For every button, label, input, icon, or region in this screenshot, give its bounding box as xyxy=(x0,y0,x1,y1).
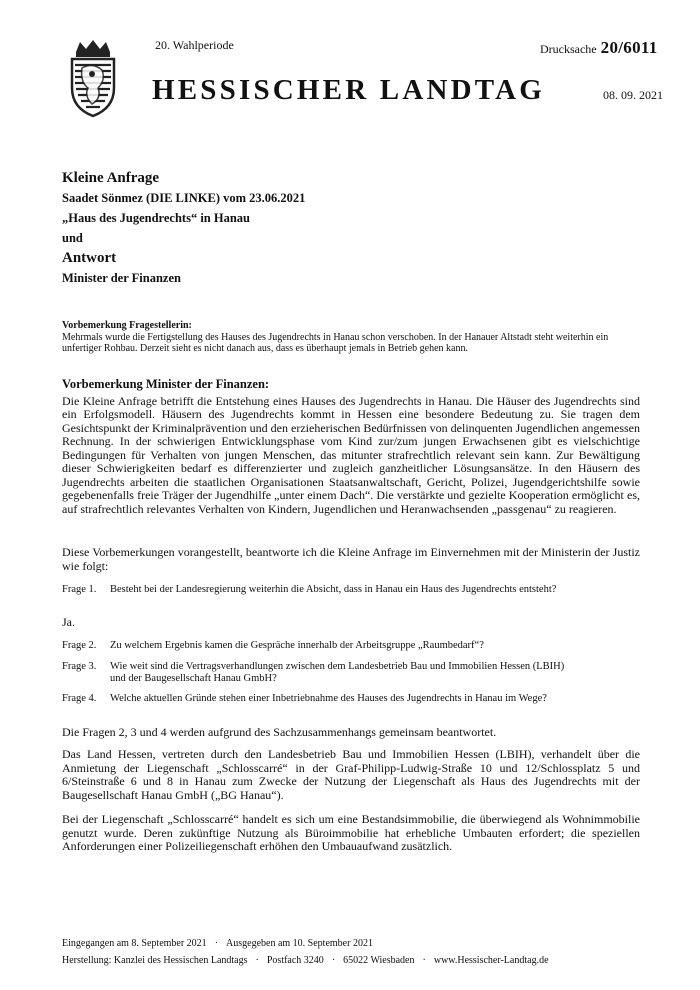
hessen-coat-of-arms-icon xyxy=(62,38,124,118)
footer-eingegangen: Eingegangen am 8. September 2021 xyxy=(62,938,207,949)
frage-4-text: Welche aktuellen Gründe stehen einer Inbetriebnahme des Hauses des Jugendrechts in Hanau im Wege? xyxy=(110,693,547,704)
frage-3-text: Wie weit sind die Vertragsverhandlungen zwischen dem Landesbetrieb Bau und Immobilien Hessen (LBIH) und der Baugesellschaft Hanau GmbH? xyxy=(110,661,565,684)
document-title: HESSISCHER LANDTAG xyxy=(152,74,546,106)
footer-imprint xyxy=(62,955,662,966)
frage-2-text: Zu welchem Ergebnis kamen die Gespräche innerhalb der Arbeitsgruppe „Raumbedarf“? xyxy=(110,640,484,651)
footer-dates xyxy=(62,938,662,949)
frage-1-text: Besteht bei der Landesregierung weiterhin die Absicht, dass in Hanau ein Haus des Jugendrechts entsteht? xyxy=(110,584,557,595)
vorbemerkung-fragestellerin-heading: Vorbemerkung Fragestellerin: xyxy=(62,320,192,331)
drucksache-label: Drucksache xyxy=(540,42,597,56)
footer-web-link[interactable]: www.Hessischer-Landtag.de xyxy=(433,955,549,966)
antwort-heading: Antwort xyxy=(62,250,117,266)
answer-1: Ja. xyxy=(62,615,75,629)
vorbemerkung-fragestellerin-text: Mehrmals wurde die Fertigstellung des Hauses des Jugendrechts in Hanau schon verschoben. In der Hanauer Altstadt steht weiterhin ein unfertiger Rohbau. Derzeit sieht es nicht danach aus, dass es überhaupt jemals in Betrieb gehen kann. xyxy=(62,331,609,354)
footer-separator: · xyxy=(255,955,259,966)
vorbemerkung-minister-heading: Vorbemerkung Minister der Finanzen: xyxy=(62,377,270,391)
footer-separator: · xyxy=(214,938,219,949)
footer-separator: · xyxy=(422,955,426,966)
frage-2-label: Frage 2. xyxy=(62,640,97,651)
frage-1-label: Frage 1. xyxy=(62,584,97,595)
frage-3-label: Frage 3. xyxy=(62,661,97,672)
intro-paragraph: Diese Vorbemerkungen vorangestellt, beantworte ich die Kleine Anfrage im Einvernehmen mit der Ministerin der Justiz wie folgt: xyxy=(62,545,640,573)
frage-4 xyxy=(62,693,640,717)
footer-separator: · xyxy=(331,955,336,966)
answer-234-paragraph-1: Das Land Hessen, vertreten durch den Landesbetrieb Bau und Immobilien Hessen (LBIH), verhandelt über die Anmietung der Liegenschaft „Schlosscarré“ in der Graf-Philipp-Ludwig-Straße 10 und 12/Schlossplatz 5 und 6/Steinstraße 6 und 8 in Hanau zum Zwecke der Nutzung der Liegenschaft als Haus des Jugendrechts mit der Baugesellschaft Hanau GmbH („BG Hanau“). xyxy=(62,747,640,802)
vorbemerkung-minister xyxy=(62,378,640,516)
document-date: 08. 09. 2021 xyxy=(603,88,663,102)
frage-2 xyxy=(62,640,640,652)
frage-3 xyxy=(62,661,640,685)
kleine-anfrage-heading: Kleine Anfrage xyxy=(62,170,160,186)
heading-block xyxy=(62,168,662,288)
vorbemerkung-fragestellerin xyxy=(62,320,642,355)
answer-234-intro: Die Fragen 2, 3 und 4 werden aufgrund des Sachzusammenhangs gemeinsam beantwortet. xyxy=(62,725,497,739)
frage-4-label: Frage 4. xyxy=(62,693,97,704)
vorbemerkung-minister-text: Die Kleine Anfrage betrifft die Entstehung eines Hauses des Jugendrechts in Hanau. Die Häuser des Jugendrechts sind ein Erfolgsmodell. Häusern des Jugendrechts kommt in Hessen eine besondere Bedeutung zu. Sie tragen dem Gesichtspunkt der Kriminalprävention und den erzieherischen Bedürfnissen von delinquenten Jugendlichen angemessen Rechnung. In der schwierigen Entwicklungsphase vom Kind zur/zum jungen Erwachsenen gibt es vielschichtige Bedingungen für Verhalten von jungen Menschen, das mitunter strafrechtlich relevant sein kann. Zur Bewältigung dieser Schwierigkeiten bedarf es differenzierter und zugleich ganzheitlicher Lösungsansätze. In den Häusern des Jugendrechts arbeiten die staatlichen Organisationen Staatsanwaltschaft, Gericht, Polizei, Jugendgerichtshilfe sowie gegebenenfalls freie Träger der Jugendhilfe „unter einem Dach“. Die verstärkte und gezielte Kooperation ermöglicht es, auf strafrechtlich relevantes Verhalten von Kindern, Jugendlichen und Heranwachsenden „passgenau“ zu reagieren. xyxy=(62,393,640,516)
wahlperiode: 20. Wahlperiode xyxy=(155,38,234,52)
footer-postfach: Postfach 3240 xyxy=(266,955,324,966)
und-line: und xyxy=(62,231,83,245)
author-line: Saadet Sönmez (DIE LINKE) vom 23.06.2021 xyxy=(62,191,306,205)
footer-ort: 65022 Wiesbaden xyxy=(343,955,415,966)
drucksache-number: 20/6011 xyxy=(600,38,658,57)
footer-herstellung: Herstellung: Kanzlei des Hessischen Landtags xyxy=(62,955,248,966)
footer-ausgegeben: Ausgegeben am 10. September 2021 xyxy=(226,938,373,949)
frage-1 xyxy=(62,584,640,608)
answer-234-paragraph-2: Bei der Liegenschaft „Schlosscarré“ handelt es sich um eine Bestandsimmobilie, die überwiegend als Wohnimmobilie genutzt wurde. Deren zukünftige Nutzung als Büroimmobilie hat erhebliche Umbauten erfordert; die speziellen Anforderungen einer Polizeiliegenschaft erhöhen den Umbauaufwand zusätzlich. xyxy=(62,812,640,853)
drucksache xyxy=(540,38,658,58)
subject-line: „Haus des Jugendrechts“ in Hanau xyxy=(62,211,251,225)
minister-line: Minister der Finanzen xyxy=(62,271,181,285)
